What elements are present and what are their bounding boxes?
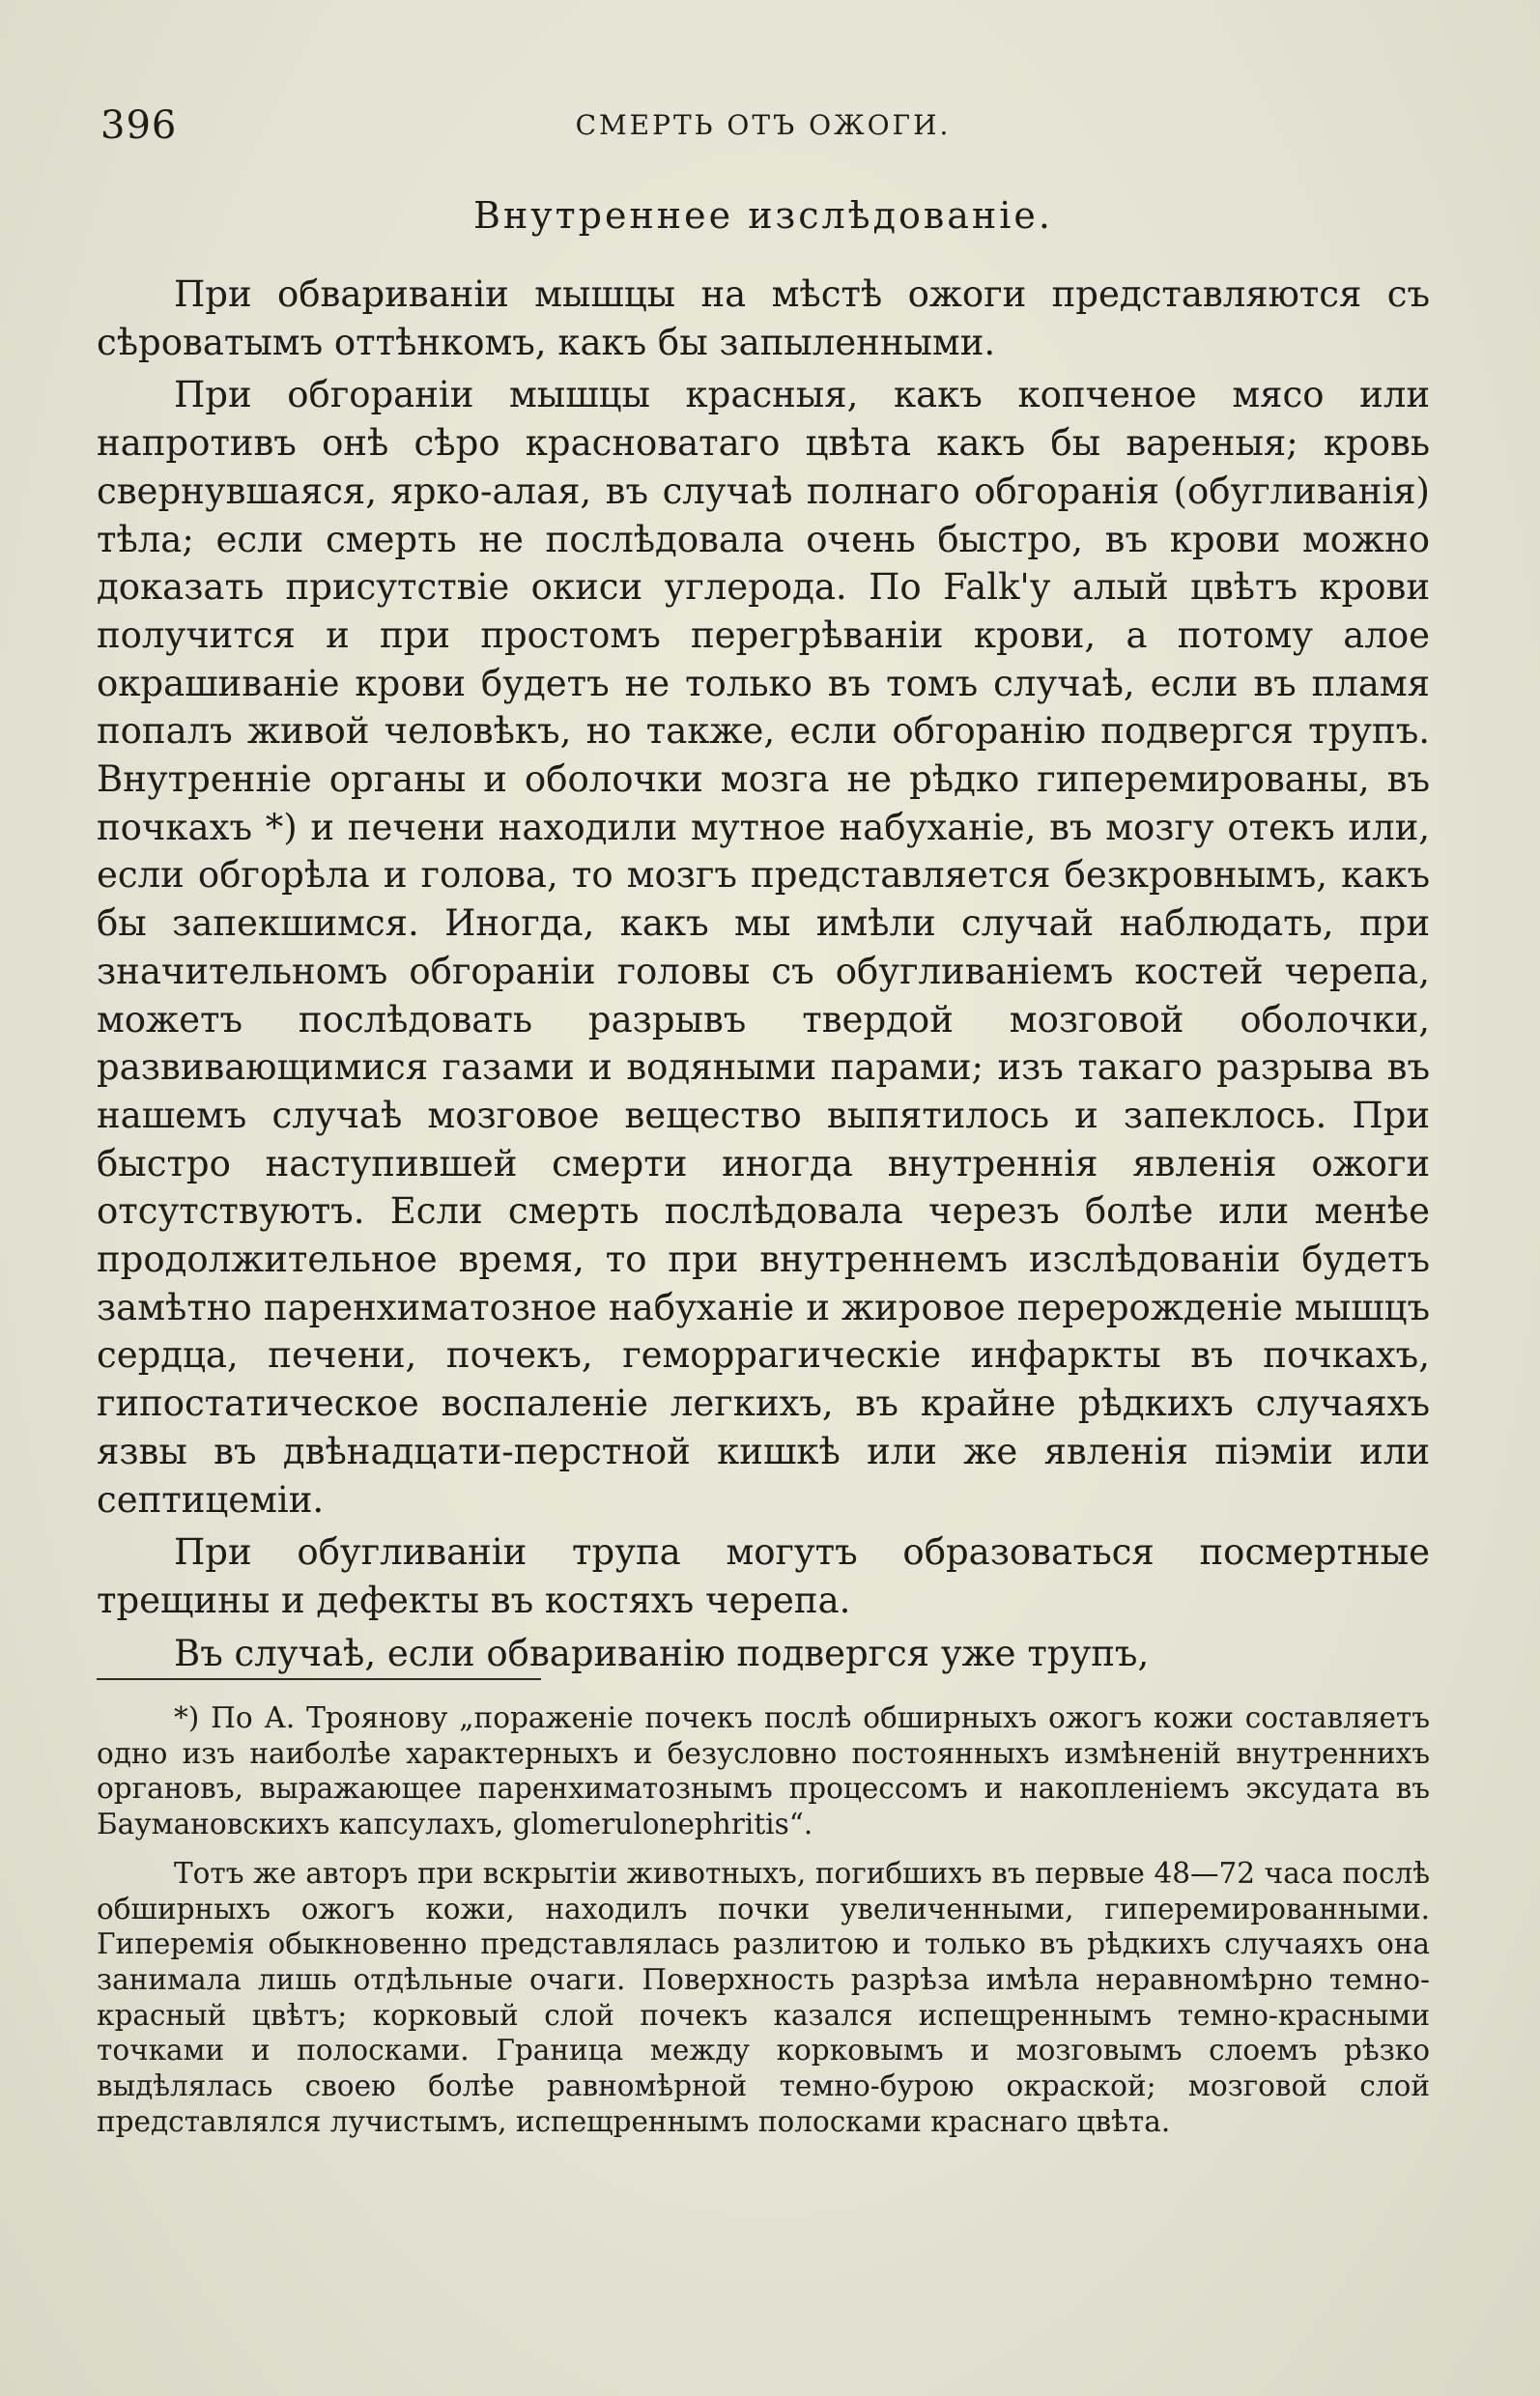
body-paragraph: При обгораніи мышцы красныя, какъ копченое мясо или напротивъ онѣ сѣро красноватаго цвѣта какъ бы вареныя; кровь свернувшаяся, ярко-алая, въ случаѣ полнаго обгоранія (обугливанія) тѣла; если смерть не послѣдовала очень быстро, въ крови можно доказать присутствіе окиси углерода. По Falk'у алый цвѣтъ крови получится и при простомъ перегрѣваніи крови, а потому алое окрашиваніе крови будетъ не только въ томъ случаѣ, если въ пламя попалъ живой человѣкъ, но также, если обгоранію подвергся трупъ. Внутренніе органы и оболочки мозга не рѣдко гиперемированы, въ почкахъ *) и печени находили мутное набуханіе, въ мозгу отекъ или, если обгорѣла и голова, то мозгъ представляется безкровнымъ, какъ бы запекшимся. Иногда, какъ мы имѣли случай наблюдать, при значительномъ обгораніи головы съ обугливаніемъ костей черепа, можетъ послѣдовать разрывъ твердой мозговой оболочки, развивающимися газами и водяными парами; изъ такаго разрыва въ нашемъ случаѣ мозговое вещество выпятилось и запеклось. При быстро наступившей смерти иногда внутреннія явленія ожоги отсутствуютъ. Если смерть послѣдовала черезъ болѣе или менѣе продолжительное время, то при внутреннемъ изслѣдованіи будетъ замѣтно паренхиматозное набуханіе и жировое перерожденіе мышцъ сердца, печени, почекъ, геморрагическіе инфаркты въ почкахъ, гипостатическое воспаленіе легкихъ, въ крайне рѣдкихъ случаяхъ язвы въ двѣнадцати-перстной кишкѣ или же явленія піэміи или септицеміи. bbox=[97, 374, 1430, 1521]
footnote-paragraph: Тотъ же авторъ при вскрытіи животныхъ, погибшихъ въ первые 48—72 часа послѣ обширныхъ ожогъ кожи, находилъ почки увеличенными, гиперемированными. Гиперемія обыкновенно представлялась разлитою и только въ рѣдкихъ случаяхъ она занимала лишь отдѣльные очаги. Поверхность разрѣза имѣла неравномѣрно темно-красный цвѣтъ; корковый слой почекъ казался испещреннымъ темно-красными точками и полосками. Граница между корковымъ и мозговымъ слоемъ рѣзко выдѣлялась своею болѣе равномѣрной темно-бурою окраской; мозговой слой представлялся лучистымъ, испещреннымъ полосками краснаго цвѣта. bbox=[97, 1856, 1430, 2138]
body-paragraph: При обвариваніи мышцы на мѣстѣ ожоги представляются съ сѣроватымъ оттѣнкомъ, какъ бы запыленными. bbox=[97, 273, 1430, 363]
body-paragraph: При обугливаніи трупа могутъ образоваться посмертные трещины и дефекты въ костяхъ черепа. bbox=[97, 1531, 1430, 1621]
page-number: 396 bbox=[100, 103, 178, 148]
footnote-divider bbox=[97, 1678, 541, 1680]
body-paragraph: Въ случаѣ, если обвариванію подвергся уже трупъ, bbox=[174, 1632, 1150, 1674]
section-title: Внутреннее изслѣдованіе. bbox=[473, 194, 1053, 237]
footnotes bbox=[97, 1700, 1430, 2153]
footnote-paragraph: *) По А. Троянову „пораженіе почекъ послѣ обширныхъ ожогъ кожи составляетъ одно изъ наиболѣе характерныхъ и безусловно постоянныхъ измѣненій внутреннихъ органовъ, выражающее паренхиматознымъ процессомъ и накопленіемъ эксудата въ Баумановскихъ капсулахъ, glomerulonephritis“. bbox=[97, 1701, 1430, 1841]
main-text bbox=[97, 271, 1430, 1682]
page-header bbox=[97, 97, 1430, 155]
running-title: СМЕРТЬ ОТЪ ОЖОГИ. bbox=[575, 109, 952, 141]
